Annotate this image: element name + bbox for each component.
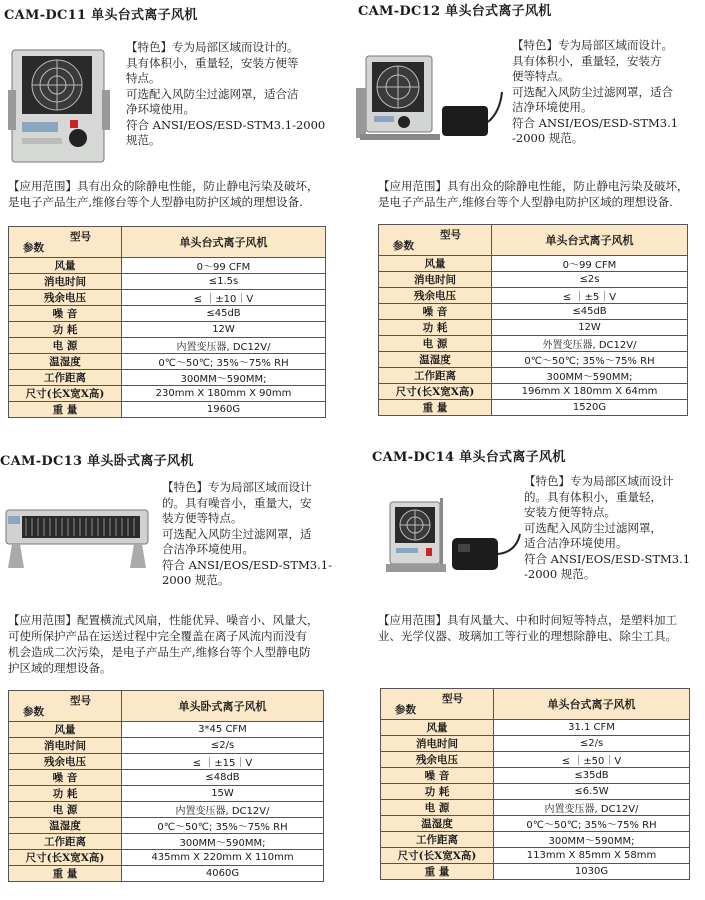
table-row: 噪 音 ≤35dB [381,768,690,784]
table-row: 温湿度 0℃～50℃; 35%～75% RH [9,354,326,370]
spec-table-dc14 [380,688,690,880]
product-title-dc13: CAM-DC13 单头卧式离子风机 [0,454,194,469]
features-dc13: 【特色】专为局部区域而设计 的。具有噪音小，重量大，安 装方便等特点。 可选配入风防尘过滤网罩，适 合洁净环境使用。 符合 ANSI/EOS/ESD-STM3.1- 2000 规范。 [162,480,332,587]
table-row: 残余电压 ≤ ｜±5｜V [379,288,688,304]
table-row: 功 耗 12W [9,322,326,338]
spec-table-dc12 [378,224,688,416]
table-row: 尺寸(长X宽X高) 435mm X 220mm X 110mm [9,850,324,866]
application-dc12: 【应用范围】具有出众的除静电性能，防止静电污染及破坏， 是电子产品生产,维修台等个人型静电防护区域的理想设备. [378,179,689,209]
ionizer-dc12-image [356,52,504,144]
table-row: 电 源 内置变压器, DC12V/ [381,800,690,816]
corner-header: 型号 参数 [381,689,494,720]
ionizer-dc14-image [386,494,526,578]
table-row: 功 耗 12W [379,320,688,336]
features-dc12: 【特色】专为局部区域而设计。 具有体积小，重量轻，安装方 便等特点。 可选配入风防尘过滤网罩，适合 洁净环境使用。 符合 ANSI/EOS/ESD-STM3.1 -2000 规范。 [512,38,679,145]
table-row: 重 量 1520G [379,400,688,416]
corner-header: 型号 参数 [9,227,122,258]
table-row: 温湿度 0℃～50℃; 35%～75% RH [381,816,690,832]
table-row: 功 耗 ≤6.5W [381,784,690,800]
ionizer-dc11-image [8,42,112,166]
table-row: 温湿度 0℃～50℃; 35%～75% RH [9,818,324,834]
table-row: 消电时间 ≤2/s [9,738,324,754]
table-row: 噪 音 ≤48dB [9,770,324,786]
table-row: 电 源 内置变压器, DC12V/ [9,338,326,354]
table-row: 工作距离 300MM～590MM; [9,834,324,850]
ionizer-dc13-image [2,506,152,572]
product-title-dc11: CAM-DC11 单头台式离子风机 [4,8,198,23]
product-title-dc14: CAM-DC14 单头台式离子风机 [372,450,566,465]
table-row: 重 量 1030G [381,864,690,880]
table-row: 消电时间 ≤2/s [381,736,690,752]
spec-table-dc13 [8,690,324,882]
table-row: 风量 3*45 CFM [9,722,324,738]
spec-table-dc11 [8,226,326,418]
table-row: 电 源 外置变压器, DC12V/ [379,336,688,352]
corner-header: 型号 参数 [379,225,492,256]
product-title-dc12: CAM-DC12 单头台式离子风机 [358,4,552,19]
features-dc11: 【特色】专为局部区域而设计的。 具有体积小，重量轻，安装方便等 特点。 可选配入风防尘过滤网罩，适合洁 净环境使用。 符合 ANSI/EOS/ESD-STM3.1-2000 规范。 [126,40,326,147]
table-row: 风量 0～99 CFM [379,256,688,272]
table-row: 重 量 1960G [9,402,326,418]
table-row: 重 量 4060G [9,866,324,882]
table-row: 消电时间 ≤1.5s [9,274,326,290]
table-row: 残余电压 ≤ ｜±10｜V [9,290,326,306]
table-row: 功 耗 15W [9,786,324,802]
table-row: 工作距离 300MM～590MM; [381,832,690,848]
model-name: 单头台式离子风机 [492,225,688,256]
table-row: 噪 音 ≤45dB [9,306,326,322]
model-name: 单头卧式离子风机 [122,691,324,722]
table-row: 尺寸(长X宽X高) 230mm X 180mm X 90mm [9,386,326,402]
table-row: 温湿度 0℃～50℃; 35%～75% RH [379,352,688,368]
model-name: 单头台式离子风机 [122,227,326,258]
table-row: 噪 音 ≤45dB [379,304,688,320]
table-row: 消电时间 ≤2s [379,272,688,288]
table-row: 电 源 内置变压器, DC12V/ [9,802,324,818]
corner-header: 型号 参数 [9,691,122,722]
application-dc13: 【应用范围】配置横流式风扇，性能优异、噪音小、风量大， 可使所保护产品在运送过程中完全覆盖在离子风流内而没有 机会造成二次污染，是电子产品生产,维修台等个人型静电防 护区域的理想设备。 [8,613,319,675]
application-dc14: 【应用范围】具有风量大、中和时间短等特点，是塑料加工 业、光学仪器、玻璃加工等行业的理想除静电、除尘工具。 [378,613,677,643]
table-row: 尺寸(长X宽X高) 113mm X 85mm X 58mm [381,848,690,864]
table-row: 风量 31.1 CFM [381,720,690,736]
table-row: 尺寸(长X宽X高) 196mm X 180mm X 64mm [379,384,688,400]
table-row: 工作距离 300MM～590MM; [9,370,326,386]
model-name: 单头台式离子风机 [494,689,690,720]
application-dc11: 【应用范围】具有出众的除静电性能，防止静电污染及破坏， 是电子产品生产,维修台等个人型静电防护区域的理想设备. [8,179,319,209]
table-row: 残余电压 ≤ ｜±15｜V [9,754,324,770]
features-dc14: 【特色】专为局部区域而设计 的。具有体积小，重量轻， 安装方便等特点。 可选配入风防尘过滤网罩， 适合洁净环境使用。 符合 ANSI/EOS/ESD-STM3.1 -2000 规范。 [524,474,691,581]
table-row: 工作距离 300MM～590MM; [379,368,688,384]
table-row: 风量 0～99 CFM [9,258,326,274]
table-row: 残余电压 ≤ ｜±50｜V [381,752,690,768]
